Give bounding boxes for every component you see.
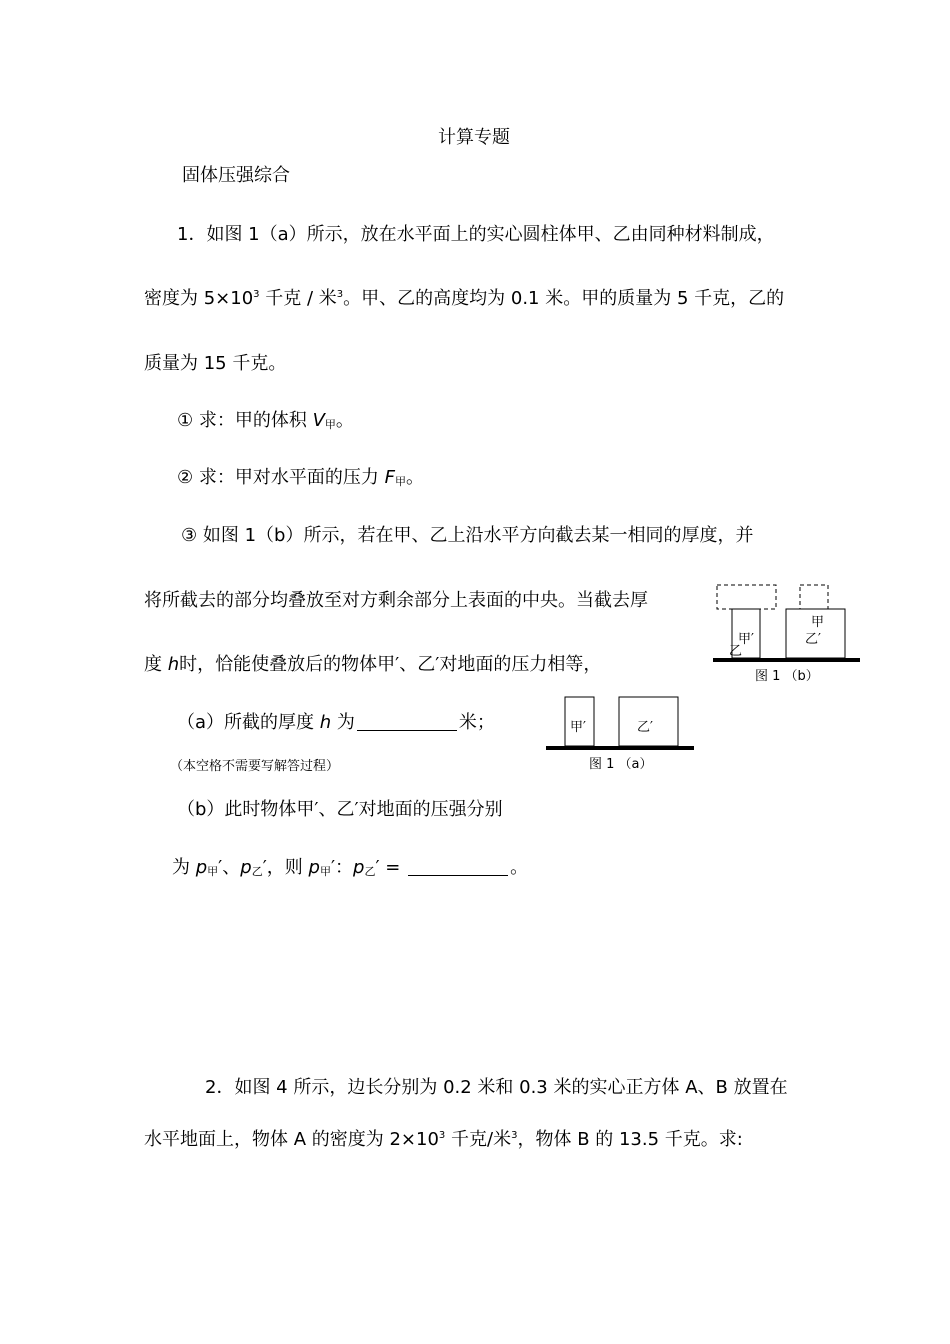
cut-piece-dashed-right — [800, 585, 828, 609]
q1-line-2: 密度为 $5\times 10^3$ 千克 / 米$^3$。甲、乙的高度均为 0.1 米。甲的质量为 5 千克，乙的 — [144, 288, 785, 309]
q1-subquestion-2: ② 求：甲对水平面的压力 $F_甲$。 — [177, 467, 424, 488]
ground-line — [546, 746, 694, 750]
caption-b: 图 1 （b） — [755, 669, 819, 684]
cut-piece-dashed-left — [717, 585, 776, 609]
section-heading: 固体压强综合 — [182, 165, 290, 186]
q1-part-b-line-1: （b）此时物体甲′、乙′对地面的压强分别 — [177, 799, 503, 820]
q1-subquestion-3-line-2: 将所截去的部分均叠放至对方剩余部分上表面的中央。当截去厚 — [144, 590, 648, 611]
page-title: 计算专题 — [438, 127, 510, 148]
figure-1b — [705, 575, 870, 690]
label-right: 乙′ — [805, 632, 821, 647]
label-left: 甲′ — [738, 632, 754, 647]
q1-subquestion-1: ① 求：甲的体积 $V_甲$。 — [177, 410, 354, 431]
q2-line-1: 2．如图 4 所示，边长分别为 0.2 米和 0.3 米的实心正方体 A、B 放置在 — [205, 1077, 788, 1098]
q1-note: （本空格不需要写解答过程） — [170, 759, 340, 774]
answer-blank-b[interactable] — [408, 857, 508, 876]
answer-blank-a[interactable] — [357, 712, 457, 731]
label-yi: 乙′ — [637, 720, 653, 735]
label-jia: 甲′ — [570, 720, 586, 735]
label-right-top: 甲 — [811, 615, 825, 630]
figure-1a — [540, 688, 700, 778]
caption-a: 图 1 （a） — [589, 757, 653, 772]
q1-subquestion-3-line-1: ③ 如图 1（b）所示，若在甲、乙上沿水平方向截去某一相同的厚度，并 — [181, 525, 754, 546]
q2-line-2: 水平地面上，物体 A 的密度为 $2\times 10^3$ 千克/米$^3$，物体 B 的 13.5 千克。求: — [144, 1129, 743, 1150]
q1-subquestion-3-line-3: 度 h时，恰能使叠放后的物体甲′、乙′对地面的压力相等， — [144, 654, 602, 675]
q1-part-b-line-2: 为 $p_甲'$、$p_乙'$，则 $p_甲'$：$p_乙'$ = 。 — [172, 857, 529, 878]
q1-line-3: 质量为 15 千克。 — [144, 353, 287, 374]
q1-part-a: （a）所截的厚度 h 为 米； — [177, 712, 495, 733]
label-left-bottom: 乙 — [729, 644, 743, 659]
q1-line-1: 1．如图 1（a）所示，放在水平面上的实心圆柱体甲、乙由同种材料制成， — [177, 224, 775, 245]
